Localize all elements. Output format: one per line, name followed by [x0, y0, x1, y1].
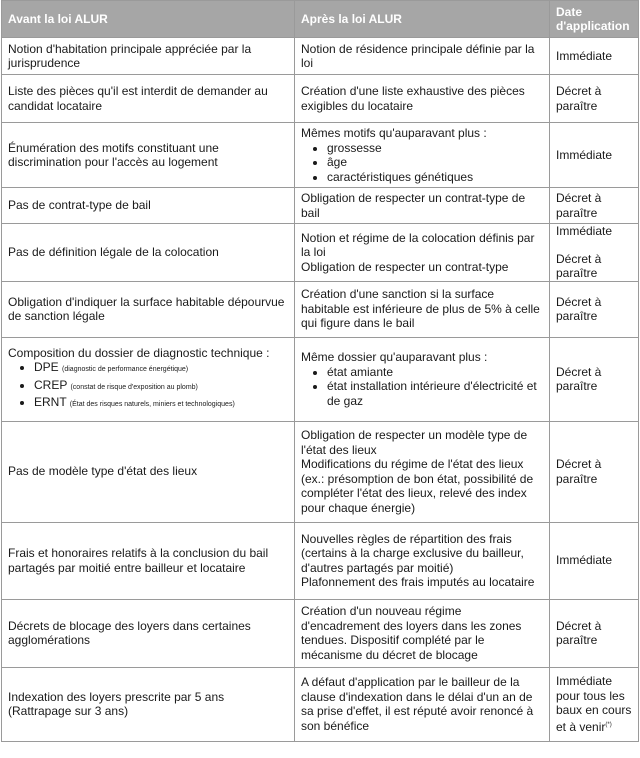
footnote-marker: (*) — [605, 721, 612, 728]
cell-before: Liste des pièces qu'il est interdit de demander au candidat locataire — [2, 75, 295, 123]
before-line: (Rattrapage sur 3 ans) — [8, 704, 129, 718]
before-line: Indexation des loyers prescrite par 5 ans — [8, 689, 225, 704]
header-date — [550, 1, 639, 38]
cell-date: Immédiate — [550, 123, 639, 188]
cell-after — [295, 421, 550, 522]
table-row — [2, 188, 639, 224]
cell-date: Décret à paraître — [550, 421, 639, 522]
table-row — [2, 421, 639, 522]
list-item — [34, 360, 288, 378]
date-value: Immédiate pour tous les baux en cours et à venir — [556, 674, 632, 734]
cell-date — [550, 224, 639, 282]
diag-code: DPE — [34, 360, 59, 374]
after-line: Nouvelles règles de répartition des frais (certains à la charge exclusive du bailleur, d'autres partagés par moitié) — [301, 531, 524, 575]
after-line: Obligation de respecter un modèle type de l'état des lieux — [301, 428, 528, 457]
cell-date — [550, 667, 639, 741]
table-row — [2, 224, 639, 282]
cell-date: Décret à paraître — [550, 188, 639, 224]
after-intro: Même dossier qu'auparavant plus : — [301, 350, 488, 364]
after-intro: Mêmes motifs qu'auparavant plus : — [301, 126, 487, 140]
cell-before — [2, 667, 295, 741]
diag-code: CREP — [34, 377, 68, 392]
diag-desc: (constat de risque d'exposition au plomb) — [70, 383, 198, 391]
before-intro: Composition du dossier de diagnostic technique : — [8, 345, 270, 360]
after-line: Notion et régime de la colocation définis par la loi — [301, 230, 535, 259]
table-row — [2, 38, 639, 75]
after-line: Obligation de respecter un contrat-type — [301, 259, 509, 274]
cell-date: Immédiate — [550, 522, 639, 599]
cell-date: Décret à paraître — [550, 75, 639, 123]
list-item — [34, 378, 288, 396]
cell-before: Pas de définition légale de la colocation — [2, 224, 295, 282]
cell-before: Pas de modèle type d'état des lieux — [2, 421, 295, 522]
header-date-line2: d'application — [556, 19, 630, 33]
list-item: • état amiante — [327, 365, 543, 380]
table-row — [2, 667, 639, 741]
cell-before: Notion d'habitation principale appréciée par la jurisprudence — [2, 38, 295, 75]
before-list — [8, 360, 288, 413]
cell-after: Création d'un nouveau régime d'encadrement des loyers dans les zones tendues. Dispositif complété par le mécanisme du décret de blocage — [295, 599, 550, 667]
cell-after: Création d'une liste exhaustive des pièces exigibles du locataire — [295, 75, 550, 123]
table-row — [2, 75, 639, 123]
table-row — [2, 123, 639, 188]
cell-date: Décret à paraître — [550, 599, 639, 667]
alur-comparison-table — [1, 0, 639, 742]
list-item: • état installation intérieure d'électricité et de gaz — [327, 379, 543, 408]
cell-before: Énumération des motifs constituant une discrimination pour l'accès au logement — [2, 123, 295, 188]
table-row — [2, 337, 639, 421]
after-list — [301, 141, 543, 185]
table-row — [2, 281, 639, 337]
date-value: Immédiate — [556, 224, 613, 238]
cell-date: Décret à paraître — [550, 281, 639, 337]
table-row — [2, 599, 639, 667]
cell-after: Obligation de respecter un contrat-type de bail — [295, 188, 550, 224]
diag-code: ERNT — [34, 395, 67, 409]
cell-before: Pas de contrat-type de bail — [2, 188, 295, 224]
cell-date: Immédiate — [550, 38, 639, 75]
cell-after: Notion de résidence principale définie par la loi — [295, 38, 550, 75]
date-value: Décret à paraître — [556, 251, 602, 280]
cell-after — [295, 522, 550, 599]
diag-desc: (diagnostic de performance énergétique) — [62, 366, 189, 373]
header-date-line1: Date — [556, 4, 583, 19]
after-line: Plafonnement des frais imputés au locataire — [301, 575, 535, 589]
cell-before: Obligation d'indiquer la surface habitable dépourvue de sanction légale — [2, 281, 295, 337]
after-list — [301, 365, 543, 409]
cell-after — [295, 337, 550, 421]
list-item: • caractéristiques génétiques — [327, 170, 543, 185]
table-header-row — [2, 1, 639, 38]
list-item — [34, 395, 288, 413]
cell-after — [295, 123, 550, 188]
cell-before — [2, 337, 295, 421]
table-row — [2, 522, 639, 599]
header-after: Après la loi ALUR — [295, 1, 550, 38]
cell-after — [295, 224, 550, 282]
list-item: • âge — [327, 155, 543, 170]
cell-after: Création d'une sanction si la surface habitable est inférieure de plus de 5% à celle qui figure dans le bail — [295, 281, 550, 337]
header-before: Avant la loi ALUR — [2, 1, 295, 38]
list-item: • grossesse — [327, 141, 543, 156]
diag-desc: (État des risques naturels, miniers et technologiques) — [69, 401, 235, 408]
cell-before: Frais et honoraires relatifs à la conclusion du bail partagés par moitié entre bailleur et locataire — [2, 522, 295, 599]
cell-date: Décret à paraître — [550, 337, 639, 421]
cell-before: Décrets de blocage des loyers dans certaines agglomérations — [2, 599, 295, 667]
after-line: Modifications du régime de l'état des lieux (ex.: présomption de bon état, possibilité de compléter l'état des lieux, relevé des index pour chaque énergie) — [301, 457, 534, 515]
cell-after: A défaut d'application par le bailleur de la clause d'indexation dans le délai d'un an de sa prise d'effet, il est réputé avoir renoncé à son bénéfice — [295, 667, 550, 741]
